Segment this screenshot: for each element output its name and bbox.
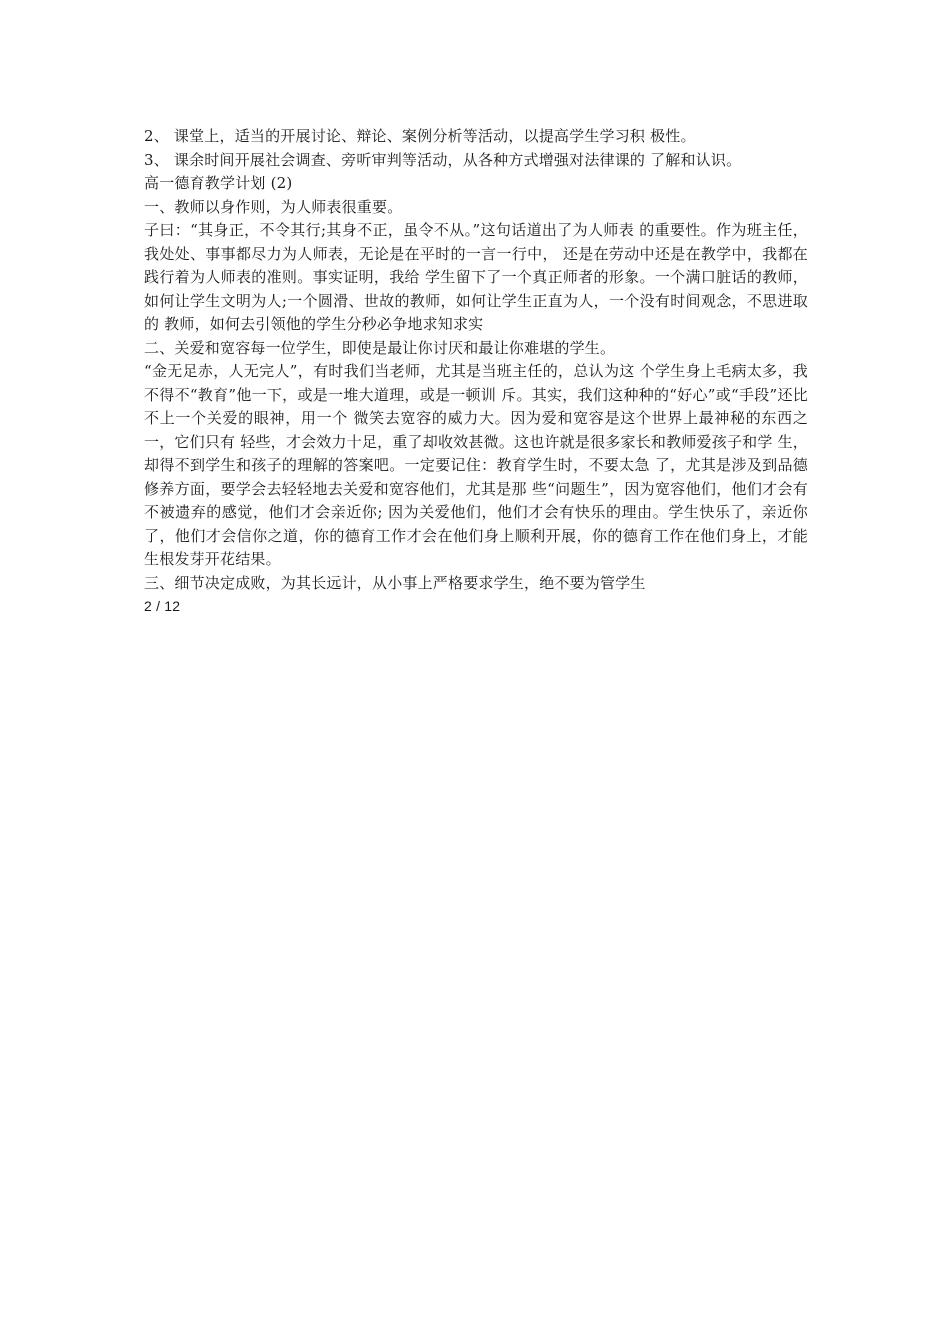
paragraph-item-2: 2、 课堂上，适当的开展讨论、辩论、案例分析等活动，以提高学生学习积 极性。 bbox=[144, 127, 696, 145]
paragraph-item-3: 3、 课余时间开展社会调查、旁听审判等活动，从各种方式增强对法律课的 了解和认识。 bbox=[144, 150, 742, 169]
heading-one: 一、教师以身作则，为人师表很重要。 bbox=[144, 197, 403, 216]
paragraph-teacher-example: 子曰：“其身正，不令其行;其身不正，虽令不从。”这句话道出了为人师表 的重要性。作为班主任，我处处、事事都尽力为人师表，无论是在平时的一言一行中， 还是在劳动中还是在教学中，我都在践行着为人师表的准则。事实证明，我给 学生留下了一个真正师者的形象。一个满口脏话的教师，如何让学生文明为人;一个圆滑、世故的教师，如何让学生正直为人，一个没有时间观念，不思进取的 教师，如何去引领他的学生分秒必争地求知求实 bbox=[144, 221, 808, 333]
heading-three: 三、细节决定成败，为其长远计，从小事上严格要求学生，绝不要为管学生 bbox=[144, 573, 646, 592]
heading-two: 二、关爱和宽容每一位学生，即使是最让你讨厌和最让你难堪的学生。 bbox=[144, 338, 616, 357]
page-number: 2 / 12 bbox=[144, 598, 181, 614]
section-title: 高一德育教学计划 (2) bbox=[144, 174, 293, 192]
document-body bbox=[144, 125, 808, 619]
paragraph-love-tolerance: “金无足赤，人无完人”，有时我们当老师，尤其是当班主任的，总认为这 个学生身上毛病太多，我不得不“教育”他一下，或是一堆大道理，或是一顿训 斥。其实，我们这种种的“好心”或“手段”还比不上一个关爱的眼神，用一个 微笑去宽容的威力大。因为爱和宽容是这个世界上最神秘的东西之一，它们只有 轻些，才会效力十足，重了却收效甚微。这也许就是很多家长和教师爱孩子和学 生，却得不到学生和孩子的理解的答案吧。一定要记住：教育学生时，不要太急 了，尤其是涉及到品德修养方面，要学会去轻轻地去关爱和宽容他们，尤其是那 些“问题生”，因为宽容他们，他们才会有不被遗弃的感觉，他们才会亲近你; 因为关爱他们，他们才会有快乐的理由。学生快乐了，亲近你了，他们才会信你之道，你的德育工作才会在他们身上顺利开展，你的德育工作在他们身上，才能 生根发芽开花结果。 bbox=[144, 362, 808, 568]
